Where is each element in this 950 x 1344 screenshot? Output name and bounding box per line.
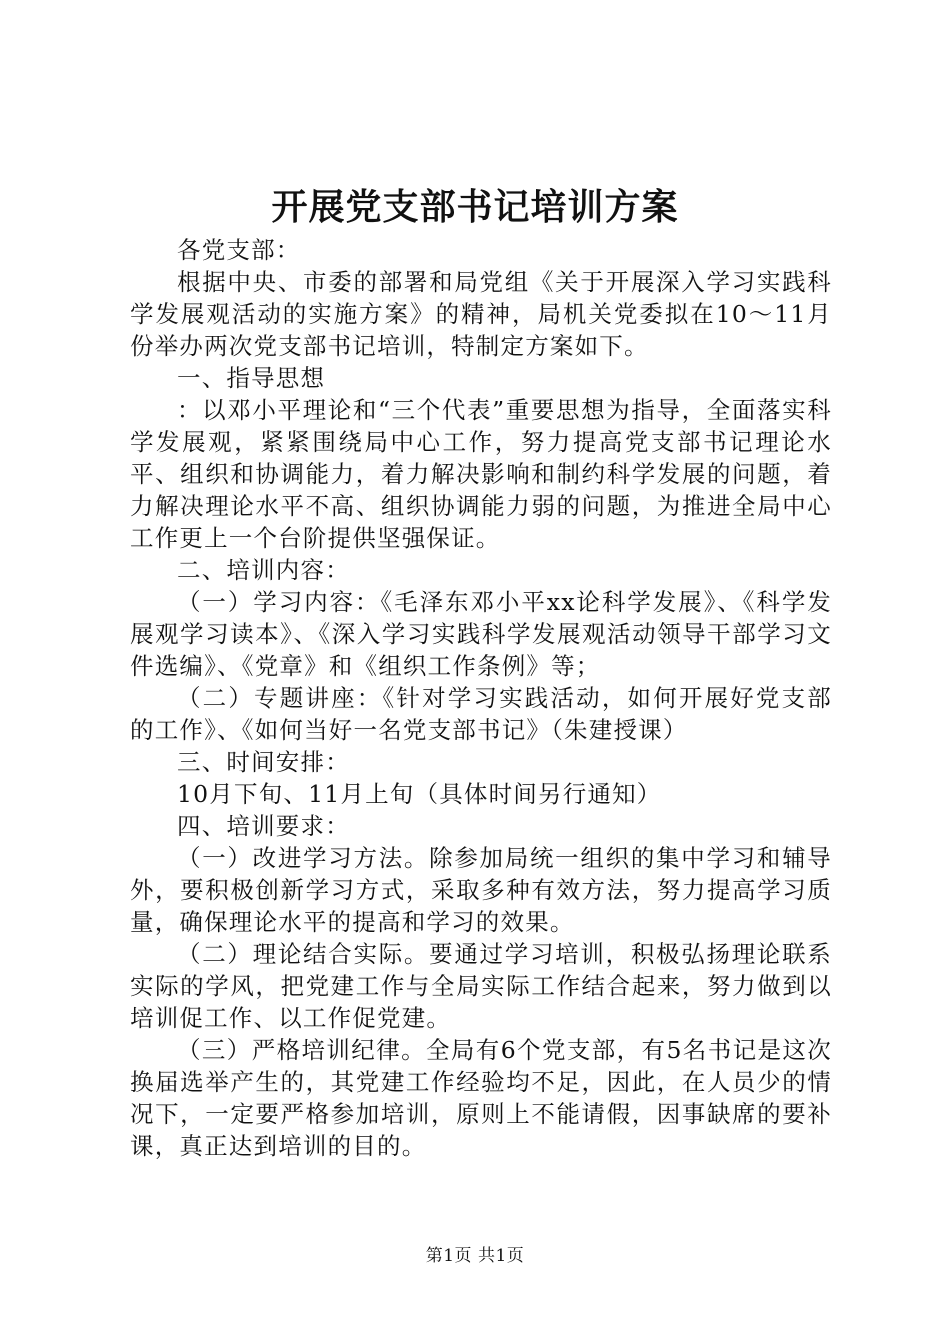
requirement-item-3: （三）严格培训纪律。全局有6个党支部，有5名书记是这次换届选举产生的，其党建工作经验均不足，因此，在人员少的情况下，一定要严格参加培训，原则上不能请假，因事缺席的要补课，真正达到培训的目的。 xyxy=(130,1036,832,1160)
requirement-item-2: （二）理论结合实际。要通过学习培训，积极弘扬理论联系实际的学风，把党建工作与全局实际工作结合起来，努力做到以培训促工作、以工作促党建。 xyxy=(130,940,832,1032)
salutation: 各党支部： xyxy=(177,236,301,264)
schedule-paragraph: 10月下旬、11月上旬（具体时间另行通知） xyxy=(177,780,662,808)
document-title: 开展党支部书记培训方案 xyxy=(271,186,679,228)
training-content-item-2: （二）专题讲座：《针对学习实践活动，如何开展好党支部的工作》、《如何当好一名党支部书记》（朱建授课） xyxy=(130,684,832,744)
requirement-item-1: （一）改进学习方法。除参加局统一组织的集中学习和辅导外，要积极创新学习方式，采取多种有效方法，努力提高学习质量，确保理论水平的提高和学习的效果。 xyxy=(130,844,832,936)
section-heading-training-content: 二、培训内容： xyxy=(177,556,350,584)
section-heading-requirements: 四、培训要求： xyxy=(177,812,350,840)
intro-paragraph: 根据中央、市委的部署和局党组《关于开展深入学习实践科学发展观活动的实施方案》的精神，局机关党委拟在10～11月份举办两次党支部书记培训，特制定方案如下。 xyxy=(130,268,832,360)
training-content-item-1: （一）学习内容：《毛泽东邓小平xx论科学发展》、《科学发展观学习读本》、《深入学习实践科学发展观活动领导干部学习文件选编》、《党章》和《组织工作条例》等； xyxy=(130,588,832,680)
guiding-ideology-paragraph: ：以邓小平理论和“三个代表”重要思想为指导，全面落实科学发展观，紧紧围绕局中心工作，努力提高党支部书记理论水平、组织和协调能力，着力解决影响和制约科学发展的问题，着力解决理论水平不高、组织协调能力弱的问题，为推进全局中心工作更上一个台阶提供坚强保证。 xyxy=(130,396,832,552)
page-footer: 第1页 共1页 xyxy=(425,1246,525,1266)
document-body xyxy=(130,234,832,1162)
section-heading-guiding-ideology: 一、指导思想 xyxy=(177,364,326,392)
section-heading-schedule: 三、时间安排： xyxy=(177,748,350,776)
